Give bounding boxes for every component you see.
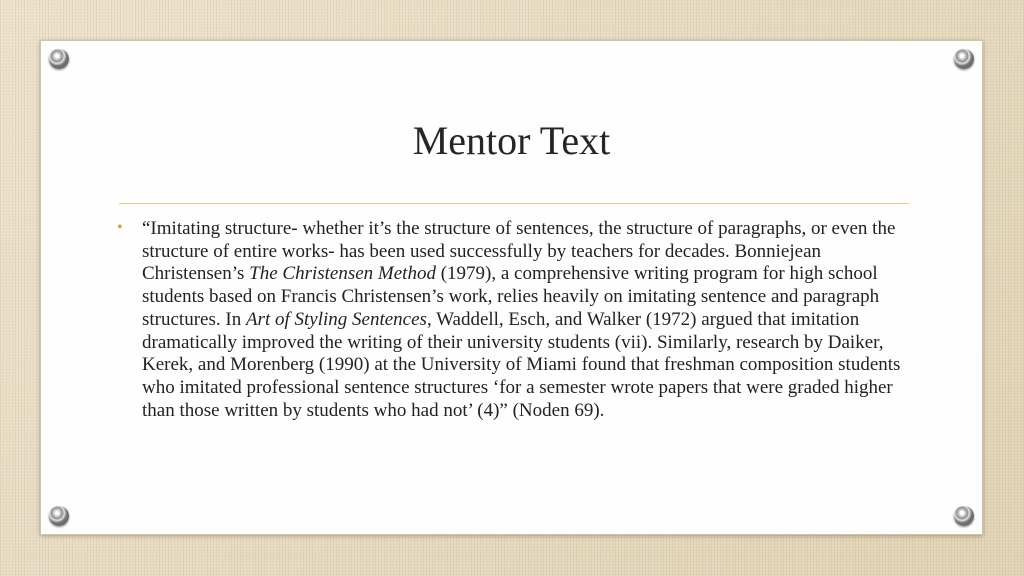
quote-paragraph (142, 218, 907, 422)
quote-text-2: (1979), a comprehensive writing program for high school students based on Francis Christensen’s work, relies heavily on imitating sentence and paragraph structures. In (142, 263, 880, 330)
pushpin-icon (954, 49, 974, 69)
slide-title: Mentor Text (412, 118, 611, 163)
quote-text-3: , Waddell, Esch, and Walker (1972) argued that imitation dramatically improved the writing of their university students (vii). Similarly, research by Daiker, Kerek, and Morenberg (1990) at the University of Miami found that freshman composition students who imitated professional sentence structures ‘for a semester wrote papers that were graded higher than those written by students who had not’ (4)” (Noden 69). (142, 308, 901, 421)
title-divider (119, 203, 909, 204)
pushpin-icon (49, 506, 69, 526)
slide (40, 40, 983, 535)
bullet-icon: • (117, 219, 123, 236)
book-title-1: The Christensen Method (249, 263, 436, 285)
pushpin-icon (49, 49, 69, 69)
quote-text-1: “Imitating structure- whether it’s the structure of sentences, the structure of paragraphs, or even the structure of entire works- has been used successfully by teachers for decades. Bonniejean Christensen’s (142, 218, 896, 285)
book-title-2: Art of Styling Sentences (245, 308, 427, 330)
pushpin-icon (954, 506, 974, 526)
bullet-item (117, 218, 907, 422)
